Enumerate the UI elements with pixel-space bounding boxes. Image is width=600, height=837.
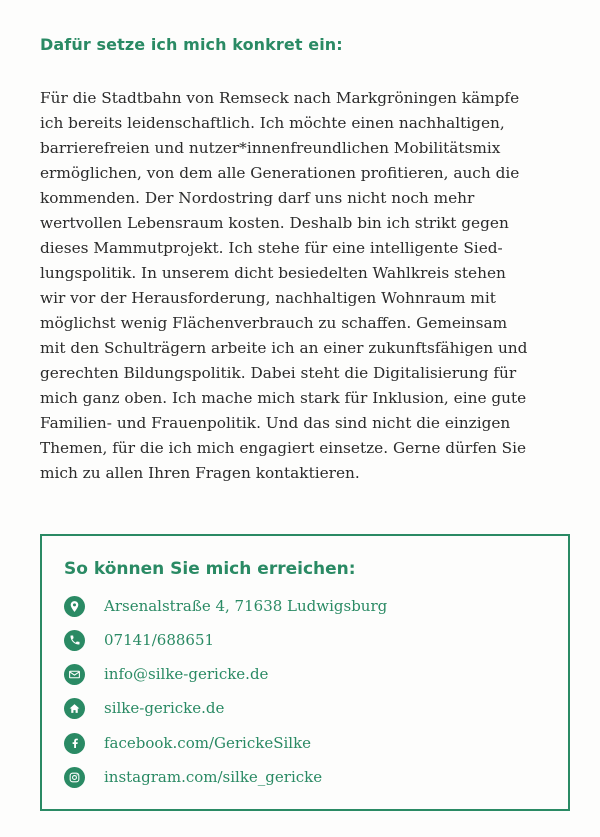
contact-box xyxy=(40,534,570,811)
body-line: ich bereits leidenschaftlich. Ich möchte einen nachhaltigen, xyxy=(40,114,505,132)
body-line: gerechten Bildungspolitik. Dabei steht die Digitalisierung für xyxy=(40,364,517,382)
body-paragraph xyxy=(40,86,570,486)
facebook-link[interactable]: facebook.com/GerickeSilke xyxy=(104,734,312,752)
contact-website[interactable] xyxy=(64,697,224,719)
instagram-icon xyxy=(64,767,85,788)
instagram-link[interactable]: instagram.com/silke_gericke xyxy=(104,768,323,786)
body-line: möglichst wenig Flächenverbrauch zu schaffen. Gemeinsam xyxy=(40,314,508,332)
email-link[interactable]: info@silke-gericke.de xyxy=(104,665,269,683)
body-line: barrierefreien und nutzer*innenfreundlichen Mobilitätsmix xyxy=(40,139,501,157)
body-line: Themen, für die ich mich engagiert einsetze. Gerne dürfen Sie xyxy=(40,439,527,457)
contact-address xyxy=(64,595,387,617)
body-line: lungspolitik. In unserem dicht besiedelten Wahlkreis stehen xyxy=(40,264,506,282)
home-icon xyxy=(64,698,85,719)
contact-title: So können Sie mich erreichen: xyxy=(64,559,356,579)
address-text: Arsenalstraße 4, 71638 Ludwigsburg xyxy=(104,597,388,615)
facebook-icon xyxy=(64,733,85,754)
body-line: mich zu allen Ihren Fragen kontaktieren. xyxy=(40,464,360,482)
location-pin-icon xyxy=(64,596,85,617)
body-line: wir vor der Herausforderung, nachhaltigen Wohnraum mit xyxy=(40,289,496,307)
body-line: mit den Schulträgern arbeite ich an einer zukunftsfähigen und xyxy=(40,339,528,357)
email-icon xyxy=(64,664,85,685)
contact-facebook[interactable] xyxy=(64,732,311,754)
contact-instagram[interactable] xyxy=(64,766,322,788)
contact-email[interactable] xyxy=(64,663,268,685)
phone-icon xyxy=(64,630,85,651)
contact-phone[interactable] xyxy=(64,629,214,651)
phone-number[interactable]: 07141/688651 xyxy=(104,631,215,649)
website-link[interactable]: silke-gericke.de xyxy=(104,699,225,717)
body-line: Familien- und Frauenpolitik. Und das sind nicht die einzigen xyxy=(40,414,511,432)
body-line: Für die Stadtbahn von Remseck nach Markgröningen kämpfe xyxy=(40,89,520,107)
section-heading: Dafür setze ich mich konkret ein: xyxy=(40,35,343,54)
body-line: dieses Mammutprojekt. Ich stehe für eine intelligente Sied- xyxy=(40,239,503,257)
body-line: wertvollen Lebensraum kosten. Deshalb bin ich strikt gegen xyxy=(40,214,509,232)
body-line: kommenden. Der Nordostring darf uns nicht noch mehr xyxy=(40,189,475,207)
body-line: ermöglichen, von dem alle Generationen profitieren, auch die xyxy=(40,164,520,182)
body-line: mich ganz oben. Ich mache mich stark für Inklusion, eine gute xyxy=(40,389,527,407)
